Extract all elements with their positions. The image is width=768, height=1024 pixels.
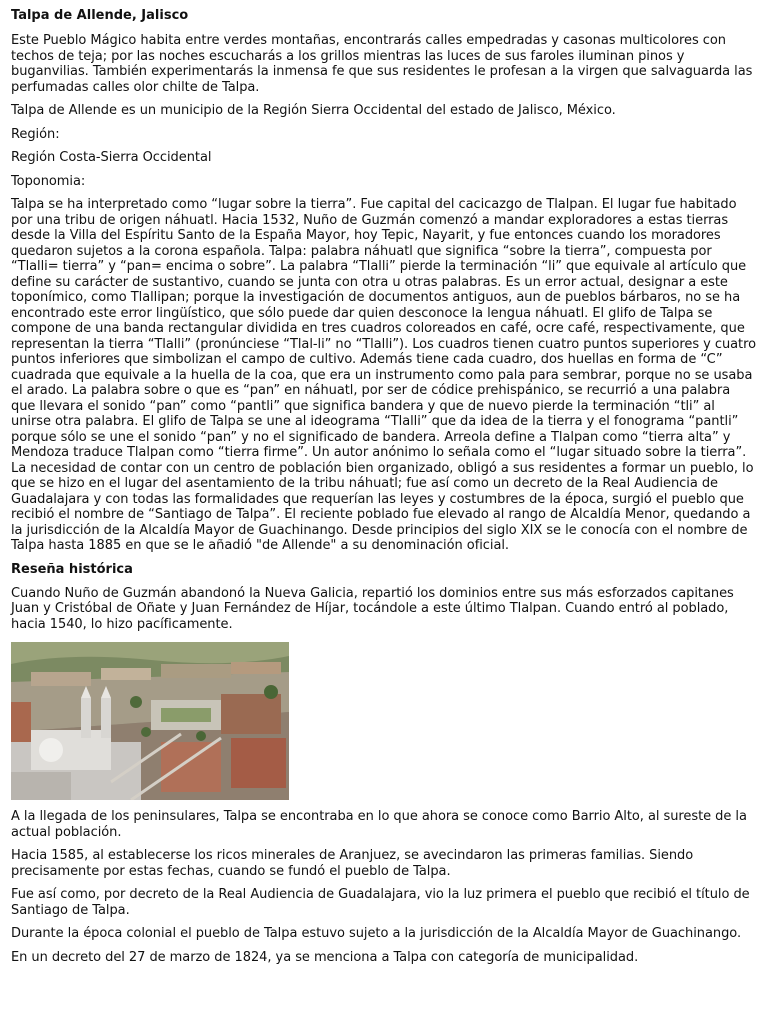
page-title: Talpa de Allende, Jalisco (11, 8, 189, 23)
intro-paragraph: Este Pueblo Mágico habita entre verdes montañas, encontrarás calles empedradas y casonas multicolores con techos de teja; por las noches escucharás a los grillos mientras las luces de sus faroles iluminan pinos y buganvilias. También experimentarás la inmensa fe que sus residentes le profesan a la virgen que salvaguarda las perfumadas calles olor chilte de Talpa. (11, 33, 753, 95)
toponimia-label: Toponomia: (11, 173, 86, 189)
document-page (11, 8, 756, 965)
region-value: Región Costa-Sierra Occidental (11, 150, 212, 165)
resena-paragraph-3: Hacia 1585, al establecerse los ricos minerales de Aranjuez, se avecindaron las primeras familias. Siendo precisamente por estas fechas, cuando se fundó el pueblo de Talpa. (11, 848, 694, 879)
toponimia-paragraph: Talpa se ha interpretado como “lugar sobre la tierra”. Fue capital del cacicazgo de Tlalpan. El lugar fue habitado por una tribu de origen náhuatl. Hacia 1532, Nuño de Guzmán comenzó a mandar exploradores a estas tierras desde la Villa del Espíritu Santo de la España Mayor, hoy Tepic, Nayarit, y fue entonces cuando los moradores quedaron sujetos a la corona española. Talpa: palabra náhuatl que significa “sobre la tierra”, compuesta por “Tlalli= tierra” y “pan= encima o sobre”. La palabra “Tlalli” pierde la terminación “li” que equivale al artículo que define su carácter de sustantivo, cuando se junta con otra u otras palabras. Es un error actual, designar a este toponímico, como Tlallipan; porque la investigación de documentos antiguos, aun de pueblos bárbaros, no se ha encontrado este error lingüístico, que sólo puede dar quien desconoce la lengua náhuatl. El glifo de Talpa se compone de una banda rectangular dividida en tres cuadros coloreados en café, ocre café, respectivamente, que representan la tierra “Tlalli” (pronúnciese “Tlal-li” no “Tlalli”). Los cuadros tienen cuatro puntos superiores y cuatro puntos inferiores que simbolizan el campo de cultivo. Además tiene cada cuadro, dos huellas en forma de “C” cuadrada que equivale a la huella de la coa, que era un instrumento como pala para sembrar, porque no se usaba el arado. La palabra sobre o que es “pan” en náhuatl, por ser de códice prehispánico, se recurrió a una palabra que llevara el sonido “pan” como “pantli” que significa bandera y que de nuevo pierde la terminación “tli” al unirse otra palabra. El glifo de Talpa se une al ideograma “Tlalli” que da idea de la tierra y el fonograma “pantli” porque sólo se une el sonido “pan” y no el significado de bandera. Arreola define a Tlalpan como “tierra alta” y Mendoza traduce Tlalpan como “tierra firme”. Un autor anónimo lo señala como el “lugar situado sobre la tierra”. La necesidad de contar con un centro de población bien organizado, obligó a sus residentes a formar un pueblo, lo que se hizo en el lugar del asentamiento de la tribu náhuatl; fue así como un decreto de la Real Audiencia de Guadalajara y con todas las formalidades que requerían las leyes y costumbres de la época, surgió el pueblo que recibió el nombre de “Santiago de Talpa”. El reciente poblado fue elevado al rango de Alcaldía Menor, quedando a la jurisdicción de la Alcaldía Mayor de Guachinango. Desde principios del siglo XIX se le conocía con el nombre de Talpa hasta 1885 en que se le añadió "de Allende" a su denominación oficial. (11, 197, 757, 553)
resena-paragraph-4: Fue así como, por decreto de la Real Audiencia de Guadalajara, vio la luz primera el pueblo que recibió el título de Santiago de Talpa. (11, 887, 750, 918)
region-label: Región: (11, 126, 60, 142)
resena-paragraph-2: A la llegada de los peninsulares, Talpa se encontraba en lo que ahora se conoce como Barrio Alto, al sureste de la actual población. (11, 809, 747, 840)
resena-paragraph-1: Cuando Nuño de Guzmán abandonó la Nueva Galicia, repartió los dominios entre sus más esforzados capitanes Juan y Cristóbal de Oñate y Juan Fernández de Híjar, tocándole a este último Tlalpan. Cuando entró al poblado, hacia 1540, lo hizo pacíficamente. (11, 585, 734, 632)
aerial-town-photo (11, 642, 289, 800)
resena-paragraph-5: Durante la época colonial el pueblo de Talpa estuvo sujeto a la jurisdicción de la Alcaldía Mayor de Guachinango. (11, 926, 742, 941)
municipio-paragraph: Talpa de Allende es un municipio de la Región Sierra Occidental del estado de Jalisco, México. (11, 103, 616, 118)
resena-heading: Reseña histórica (11, 561, 133, 577)
resena-paragraph-6: En un decreto del 27 de marzo de 1824, ya se menciona a Talpa con categoría de municipalidad. (11, 949, 639, 965)
